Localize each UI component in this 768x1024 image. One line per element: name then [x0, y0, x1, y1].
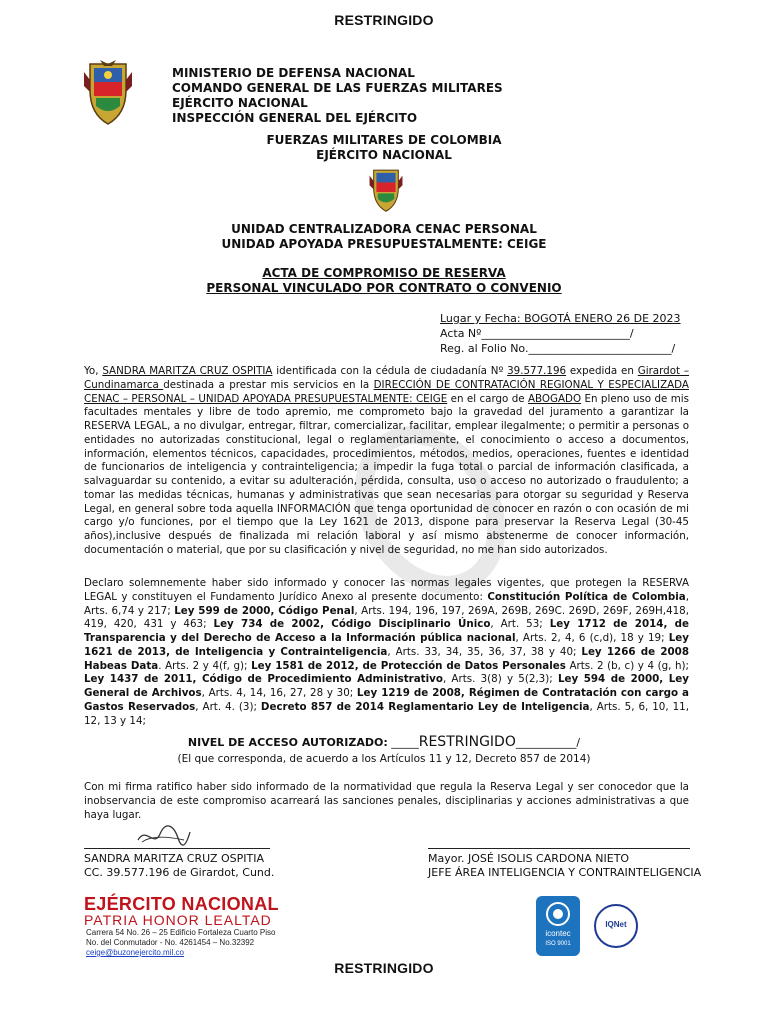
access-level-value: RESTRINGIDO: [418, 734, 516, 750]
acta-title-line-1: ACTA DE COMPROMISO DE RESERVA: [262, 266, 506, 280]
signer-left-id: CC. 39.577.196 de Girardot, Cund.: [84, 866, 275, 879]
access-blank: _____: [391, 736, 419, 749]
p1-text: expedida en: [566, 365, 638, 377]
access-note: (El que corresponda, de acuerdo a los Artículos 11 y 12, Decreto 857 de 2014): [177, 753, 591, 765]
p2-text: Declaro solemnemente haber sido informado y conocer las normas legales vigentes, que protegen la RESERVA LEGAL y constituyen el Fundamento Jurídico Anexo al presente documento:: [84, 577, 689, 603]
law-articles: , Arts. 6,74 y 217;: [84, 590, 689, 617]
lugar-fecha: Lugar y Fecha: BOGOTÁ ENERO 26 DE 2023: [440, 312, 681, 325]
access-level: [0, 734, 768, 750]
law-articles: , Arts. 4, 14, 16, 27, 28 y 30;: [201, 687, 357, 699]
law-name: Ley 594 de 2000, Ley General de Archivos: [84, 673, 689, 699]
signature-line-left: [84, 848, 270, 849]
footer-email-link[interactable]: ceige@buzonejercito.mil.co: [86, 948, 184, 957]
signer-id-place: Girardot – Cundinamarca: [84, 365, 689, 391]
law-name: Ley 599 de 2000, Código Penal: [174, 604, 355, 617]
acta-title-line-2: PERSONAL VINCULADO POR CONTRATO O CONVENIO: [206, 281, 562, 295]
coat-of-arms-icon: [368, 166, 404, 214]
signature-line-right: [428, 848, 690, 849]
legal-basis-paragraph: [84, 577, 689, 728]
footer-motto: PATRIA HONOR LEALTAD: [84, 912, 272, 928]
subheader-line-1: FUERZAS MILITARES DE COLOMBIA: [266, 133, 502, 147]
law-name: Ley 1621 de 2013, de Inteligencia y Contrainteligencia: [84, 632, 689, 658]
restricted-header: RESTRINGIDO: [334, 12, 434, 28]
header-line-4: INSPECCIÓN GENERAL DEL EJÉRCITO: [172, 111, 418, 125]
iqnet-label: IQNet: [605, 920, 627, 929]
p1-text: en el cargo de: [447, 392, 528, 405]
folio-number: Reg. al Folio No.__________________________/: [440, 342, 676, 355]
commitment-paragraph: [84, 365, 689, 558]
law-articles: . Arts. 2 y 4(f, g);: [158, 659, 252, 672]
law-articles: , Arts. 3(8) y 5(2,3);: [442, 673, 558, 686]
law-name: Ley 1219 de 2008, Régimen de Contratación con cargo a Gastos Reservados: [84, 687, 689, 713]
law-name: Ley 734 de 2002, Código Disciplinario Único: [213, 618, 491, 631]
acta-title: [0, 266, 768, 296]
p1-text: En pleno uso de mis facultades mentales y libre de todo apremio, me comprometo bajo la gravedad del juramento a garantizar la RESERVA LEGAL, a no divulgar, entregar, filtrar, comercializar, facilitar, emplear ilegalmente; o permitir a personas o entidades no autorizadas constitucional, legal o reglamentariamente, el conocimiento o acceso a documentos, información, elementos técnicos, capacidades, procedimientos, métodos, medios, operaciones, fuentes e identidad de funcionarios de inteligencia y contrainteligencia; a impedir la fuga total o parcial de información clasificada, a salvaguardar su contenido, a evitar su adulteración, pérdida, consulta, uso o acceso no autorizado o fraudulento; a tomar las medidas técnicas, humanas y administrativas que sean necesarias para otorgar su seguridad y Reserva Legal, en general sobre toda aquella INFORMACIÓN que tenga oportunidad de conocer en razón o con ocasión de mi cargo y/o funciones, por el tiempo que la Ley 1621 de 2013, dispone para preservar la Reserva Legal (30-45 años),inclusive después de finalizada mi relación laboral y así mismo abstenerme de conocer información, documentación o material, que por su clasificación y nivel de seguridad, no me han sido autorizados.: [84, 392, 689, 556]
signer-right-title: JEFE ÁREA INTELIGENCIA Y CONTRAINTELIGENCIA: [428, 866, 702, 879]
header-line-2: COMANDO GENERAL DE LAS FUERZAS MILITARES: [172, 81, 503, 95]
unit-line-2: UNIDAD APOYADA PRESUPUESTALMENTE: CEIGE: [221, 237, 547, 251]
law-articles: , Arts. 194, 196, 197, 269A, 269B, 269C. 269D, 269F, 269H,418, 419, 420, 431 y 463;: [84, 604, 689, 631]
unit-line-1: UNIDAD CENTRALIZADORA CENAC PERSONAL: [231, 222, 537, 236]
p1-text: Yo,: [84, 365, 103, 377]
header-line-1: MINISTERIO DE DEFENSA NACIONAL: [172, 66, 415, 80]
unit-block: [0, 222, 768, 252]
header-line-3: EJÉRCITO NACIONAL: [172, 96, 308, 110]
subheader: [0, 133, 768, 163]
meta-block: [440, 311, 681, 356]
icontec-badge-icon: [536, 896, 580, 956]
signer-left: [84, 852, 274, 880]
law-articles: , Art. 4. (3);: [195, 700, 261, 713]
law-name: Ley 1581 de 2012, de Protección de Datos Personales: [251, 659, 566, 672]
signer-right: [428, 852, 701, 880]
law-articles: , Arts. 33, 34, 35, 36, 37, 38 y 40;: [387, 645, 582, 658]
signer-name: SANDRA MARITZA CRUZ OSPITIA: [102, 365, 273, 377]
footer-address-line-1: Carrera 54 No. 26 – 25 Edificio Fortaleza Cuarto Piso: [86, 928, 276, 937]
icontec-label: icontec: [545, 929, 571, 938]
role: ABOGADO: [528, 392, 582, 405]
p1-text: identificada con la cédula de ciudadanía Nº: [272, 365, 508, 377]
law-name: Ley 1437 de 2011, Código de Procedimiento Administrativo: [84, 673, 443, 686]
acta-number: Acta Nº___________________________/: [440, 327, 634, 340]
footer-address: [86, 928, 275, 958]
signature-icon: [136, 822, 192, 854]
footer-address-line-2: No. del Conmutador - No. 4261454 – No.32392: [86, 938, 255, 947]
closing-paragraph: Con mi firma ratifico haber sido informado de la normatividad que regula la Reserva Legal y ser conocedor que la inobservancia de este compromiso acarreará las sanciones penales, disciplinarias y acciones administrativas a que haya lugar.: [84, 781, 689, 821]
iqnet-badge-icon: [594, 904, 638, 948]
law-name: Decreto 857 de 2014 Reglamentario Ley de Inteligencia: [260, 700, 590, 713]
p1-text: destinada a prestar mis servicios en la: [163, 378, 374, 391]
access-blank: ___________/: [515, 736, 581, 749]
signer-id: 39.577.196: [507, 365, 567, 377]
law-name: Constitución Política de Colombia: [487, 590, 686, 603]
law-articles: , Art. 53;: [490, 618, 550, 631]
footer-brand: EJÉRCITO NACIONAL: [84, 894, 279, 914]
law-articles: , Arts. 2, 4, 6 (c,d), 18 y 19;: [515, 632, 669, 644]
signer-right-name: Mayor. JOSÉ ISOLIS CARDONA NIETO: [428, 852, 630, 865]
access-level-label: NIVEL DE ACCESO AUTORIZADO:: [187, 736, 388, 749]
law-name: Ley 1712 de 2014, de Transparencia y del Derecho de Acceso a la Información pública nacional: [84, 618, 689, 644]
subheader-line-2: EJÉRCITO NACIONAL: [316, 148, 452, 162]
ministry-header: [172, 66, 503, 126]
law-articles: Arts. 2 (b, c) y 4 (g, h);: [565, 659, 690, 672]
coat-of-arms-icon: [82, 58, 134, 128]
restricted-footer: RESTRINGIDO: [334, 960, 434, 976]
dependency: DIRECCIÓN DE CONTRATACIÓN REGIONAL Y ESPECIALIZADA CENAC – PERSONAL – UNIDAD APOYADA PRESUPUESTALMENTE: CEIGE: [84, 378, 689, 405]
icontec-standard: ISO 9001: [545, 941, 571, 947]
law-name: Ley 1266 de 2008 Habeas Data: [84, 645, 689, 672]
signer-left-name: SANDRA MARITZA CRUZ OSPITIA: [84, 852, 265, 865]
law-articles: , Arts. 5, 6, 10, 11, 12, 13 y 14;: [84, 700, 689, 727]
